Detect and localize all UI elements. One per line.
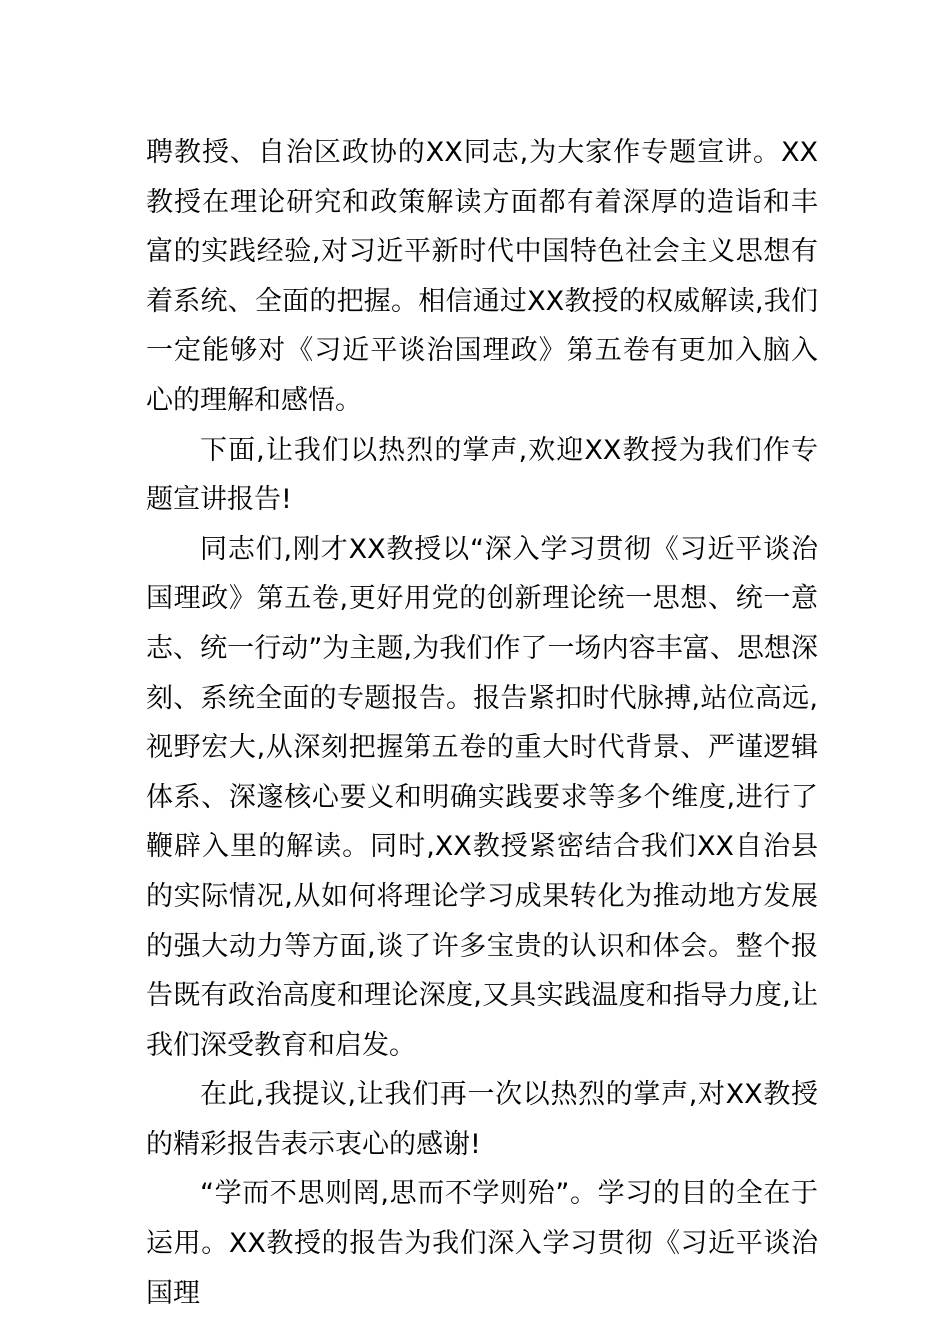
paragraph-continuation: 聘教授、自治区政协的XX同志,为大家作专题宣讲。XX教授在理论研究和政策解读方面都有着深厚的造诣和丰富的实践经验,对习近平新时代中国特色社会主义思想有着系统、全面的把握。相信通过XX教授的权威解读,我们一定能够对《习近平谈治国理政》第五卷有更加入脑入心的理解和感悟。 [146,137,818,416]
paragraph-report-summary: 同志们,刚才XX教授以“深入学习贯彻《习近平谈治国理政》第五卷,更好用党的创新理论统一思想、统一意志、统一行动”为主题,为我们作了一场内容丰富、思想深刻、系统全面的专题报告。报告紧扣时代脉搏,站位高远,视野宏大,从深刻把握第五卷的重大时代背景、严谨逻辑体系、深邃核心要义和明确实践要求等多个维度,进行了鞭辟入里的解读。同时,XX教授紧密结合我们XX自治县的实际情况,从如何将理论学习成果转化为推动地方发展的强大动力等方面,谈了许多宝贵的认识和体会。整个报告既有政治高度和理论深度,又具实践温度和指导力度,让我们深受教育和启发。 [146,533,818,1061]
document-body [146,128,818,1318]
paragraph-welcome-applause: 下面,让我们以热烈的掌声,欢迎XX教授为我们作专题宣讲报告! [146,434,818,516]
paragraph-thanks: 在此,我提议,让我们再一次以热烈的掌声,对XX教授的精彩报告表示衷心的感谢! [146,1079,818,1160]
paragraph-study-application: “学而不思则罔,思而不学则殆”。学习的目的全在于运用。XX教授的报告为我们深入学习贯彻《习近平谈治国理 [146,1178,818,1309]
